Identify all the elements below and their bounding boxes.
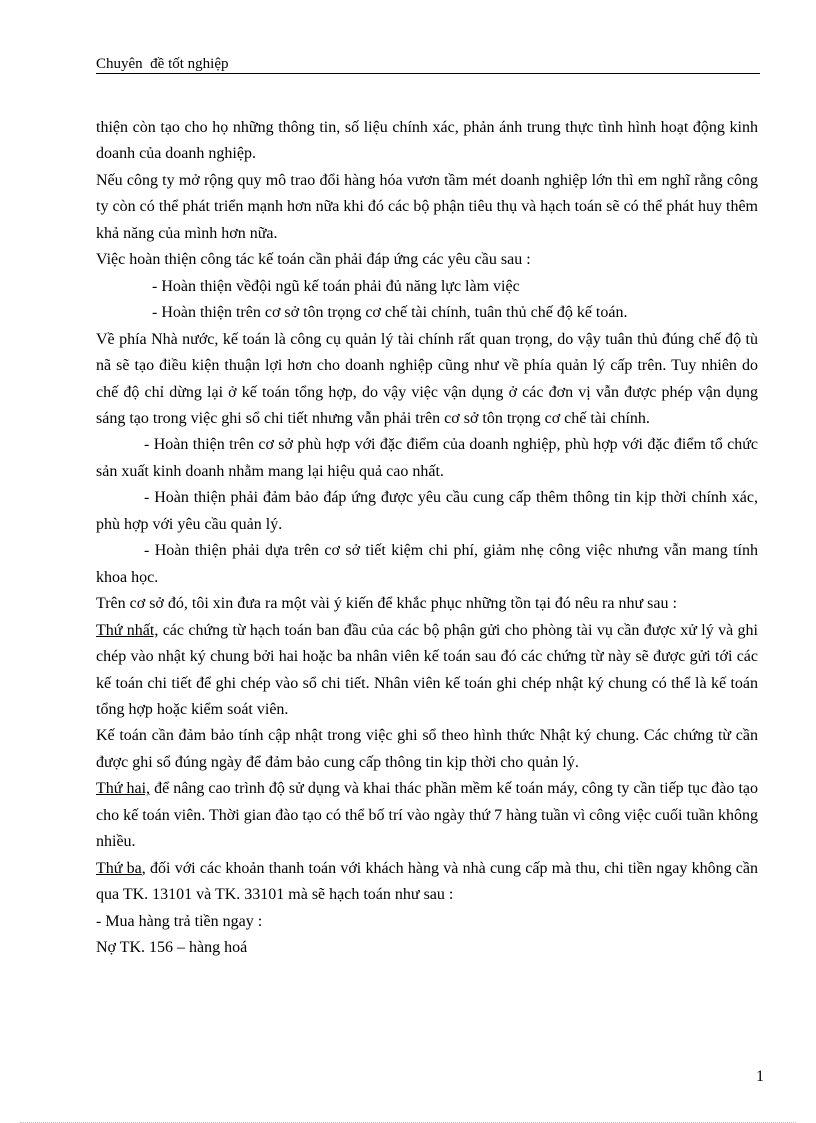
- paragraph: - Mua hàng trả tiền ngay :: [96, 912, 263, 930]
- requirement-item: - Hoàn thiện phải đảm bảo đáp ứng được yêu cầu cung cấp thêm thông tin kịp thời chính xác, phù hợp với yêu cầu quản lý.: [96, 489, 758, 533]
- point-label: Thứ ba: [96, 859, 142, 877]
- page-number: 1: [756, 1068, 764, 1085]
- paragraph: Kế toán cần đảm bảo tính cập nhật trong việc ghi sổ theo hình thức Nhật ký chung. Các chứng từ cần được ghi sổ đúng ngày để đảm bảo cung cấp thông tin kịp thời cho quản lý.: [96, 727, 758, 771]
- document-body: [96, 115, 758, 962]
- point-label: Thứ nhất,: [96, 621, 159, 639]
- paragraph: Việc hoàn thiện công tác kế toán cần phải đáp ứng các yêu cầu sau :: [96, 251, 531, 269]
- requirement-item: - Hoàn thiện vềđội ngũ kế toán phải đủ năng lực làm việc: [152, 277, 520, 295]
- paragraph: Nếu công ty mở rộng quy mô trao đổi hàng hóa vươn tầm mét doanh nghiệp lớn thì em nghĩ rằng công ty còn có thể phát triển mạnh hơn nữa khi đó các bộ phận tiêu thụ và hạch toán sẽ có thể phát huy thêm khả năng của mình hơn nữa.: [96, 171, 758, 242]
- paragraph: Trên cơ sở đó, tôi xin đưa ra một vài ý kiến để khắc phục những tồn tại đó nêu ra như sau :: [96, 595, 677, 613]
- header-title: Chuyên đề tốt nghiệp: [96, 56, 229, 72]
- point-label: Thứ hai,: [96, 780, 151, 798]
- point-text: , đối với các khoản thanh toán với khách hàng và nhà cung cấp mà thu, chi tiền ngay không cần qua TK. 13101 và TK. 33101 mà sẽ hạch toán như sau :: [96, 859, 759, 904]
- point-text: các chứng từ hạch toán ban đầu của các bộ phận gửi cho phòng tài vụ cần được xử lý và ghi chép vào nhật ký chung bởi hai hoặc ba nhân viên kế toán sau đó các chứng từ này sẽ được gửi tới các kế toán chi tiết để ghi chép vào sổ chi tiết. Nhân viên kế toán ghi chép nhật ký chung có thể là kế toán tổng hợp hoặc kiểm soát viên.: [96, 621, 758, 718]
- paragraph: Về phía Nhà nước, kế toán là công cụ quản lý tài chính rất quan trọng, do vậy tuân thủ đúng chế độ tù nã sẽ tạo điều kiện thuận lợi hơn cho doanh nghiệp cũng như về phía quản lý cấp trên. Tuy nhiên do chế độ chỉ dừng lại ở kế toán tổng hợp, do vậy việc vận dụng ở các đơn vị vẫn được phép vận dụng sáng tạo trong việc ghi sổ chi tiết nhưng vẫn phải trên cơ sở tôn trọng cơ chế tài chính.: [96, 330, 758, 427]
- page-header: [96, 55, 760, 74]
- paragraph: [96, 618, 758, 724]
- paragraph: Nợ TK. 156 – hàng hoá: [96, 939, 248, 957]
- requirement-item: - Hoàn thiện trên cơ sở phù hợp với đặc điểm của doanh nghiệp, phù hợp với đặc điểm tổ chức sản xuất kinh doanh nhằm mang lại hiệu quả cao nhất.: [96, 436, 758, 480]
- requirement-item: - Hoàn thiện trên cơ sở tôn trọng cơ chế tài chính, tuân thủ chế độ kế toán.: [152, 304, 628, 322]
- point-text: để nâng cao trình độ sử dụng và khai thác phần mềm kế toán máy, công ty cần tiếp tục đào tạo cho kế toán viên. Thời gian đào tạo có thể bố trí vào ngày thứ 7 hàng tuần vì công việc cuối tuần không nhiều.: [96, 780, 759, 851]
- paragraph: thiện còn tạo cho họ những thông tin, số liệu chính xác, phản ánh trung thực tình hình hoạt động kinh doanh của doanh nghiệp.: [96, 119, 758, 163]
- paragraph: [96, 856, 758, 909]
- paragraph: [96, 776, 758, 855]
- requirement-item: - Hoàn thiện phải dựa trên cơ sở tiết kiệm chi phí, giảm nhẹ công việc nhưng vẫn mang tính khoa học.: [96, 542, 758, 586]
